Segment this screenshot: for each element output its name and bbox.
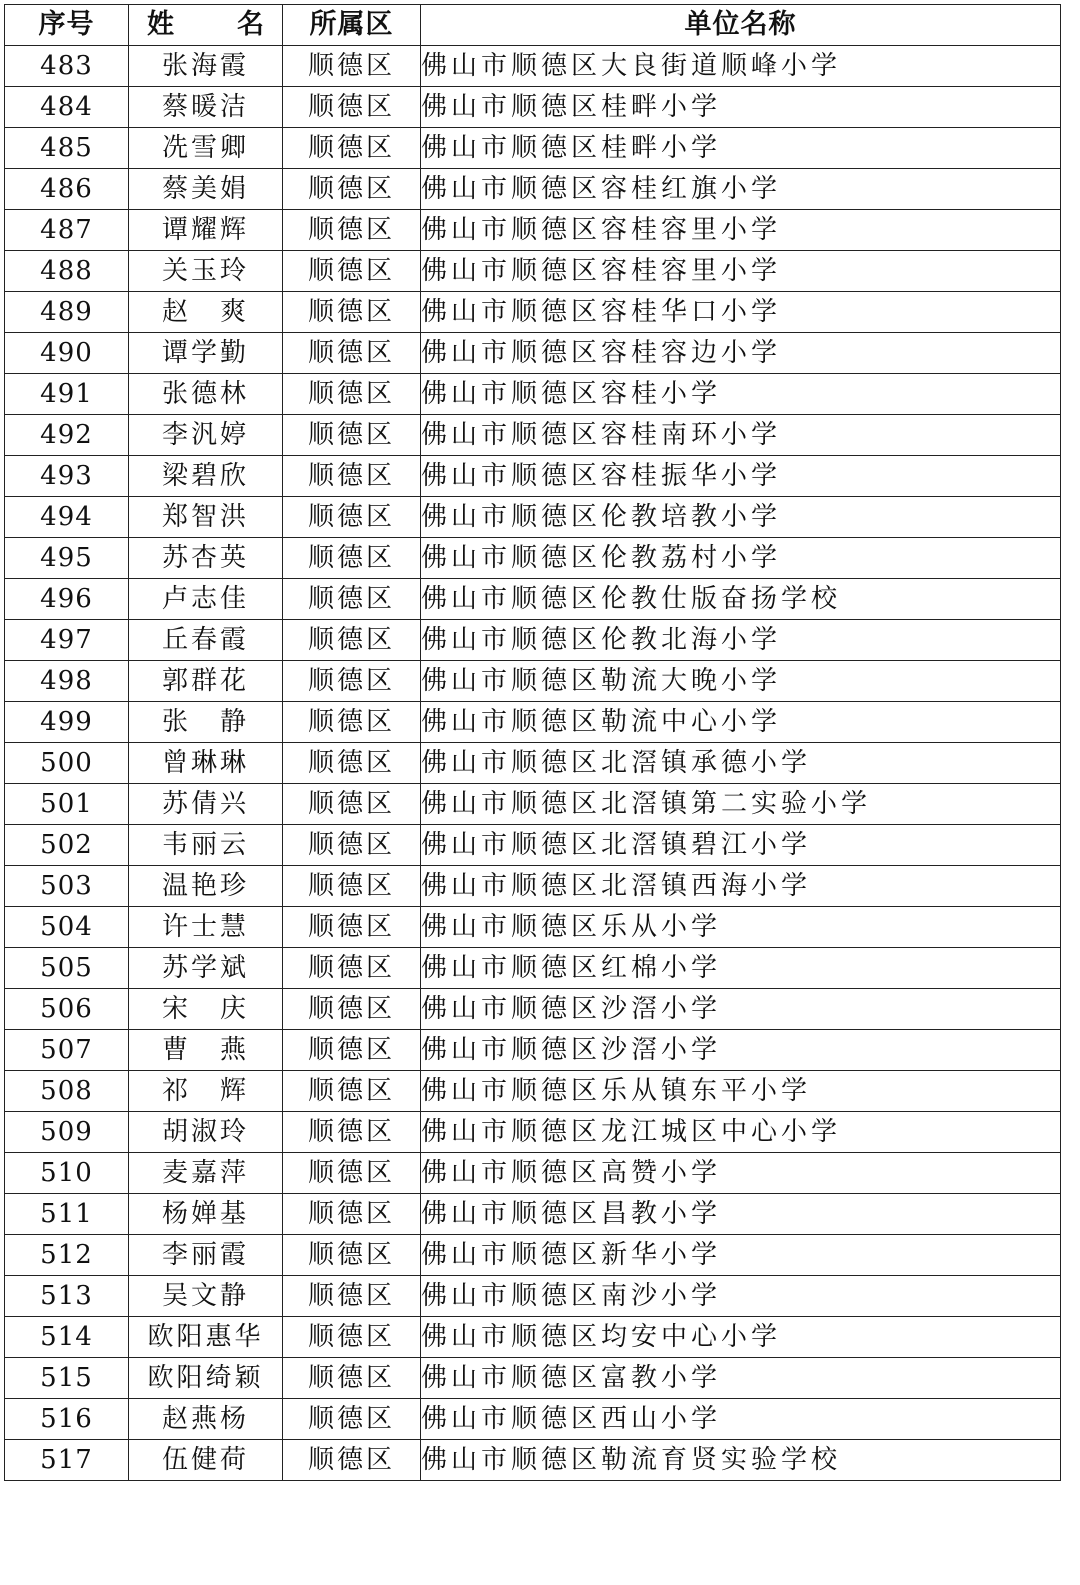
cell-district: 顺德区 (283, 1440, 421, 1481)
cell-unit: 佛山市顺德区容桂振华小学 (421, 456, 1061, 497)
table-body (5, 46, 1061, 1481)
cell-name: 蔡暖洁 (129, 87, 283, 128)
table-row (5, 456, 1061, 497)
cell-name: 伍健荷 (129, 1440, 283, 1481)
cell-seq: 503 (5, 866, 129, 907)
table-row (5, 866, 1061, 907)
cell-district: 顺德区 (283, 1071, 421, 1112)
cell-name: 李丽霞 (129, 1235, 283, 1276)
cell-unit: 佛山市顺德区伦教北海小学 (421, 620, 1061, 661)
cell-district: 顺德区 (283, 661, 421, 702)
cell-seq: 508 (5, 1071, 129, 1112)
cell-district: 顺德区 (283, 1235, 421, 1276)
table-row (5, 1317, 1061, 1358)
cell-name: 郑智洪 (129, 497, 283, 538)
cell-district: 顺德区 (283, 579, 421, 620)
cell-name: 欧阳绮颖 (129, 1358, 283, 1399)
cell-unit: 佛山市顺德区容桂容里小学 (421, 210, 1061, 251)
cell-seq: 514 (5, 1317, 129, 1358)
cell-unit: 佛山市顺德区桂畔小学 (421, 87, 1061, 128)
cell-unit: 佛山市顺德区新华小学 (421, 1235, 1061, 1276)
cell-seq: 504 (5, 907, 129, 948)
cell-unit: 佛山市顺德区北滘镇西海小学 (421, 866, 1061, 907)
cell-seq: 510 (5, 1153, 129, 1194)
cell-seq: 501 (5, 784, 129, 825)
cell-district: 顺德区 (283, 87, 421, 128)
cell-district: 顺德区 (283, 620, 421, 661)
cell-name: 宋 庆 (129, 989, 283, 1030)
cell-name: 赵燕杨 (129, 1399, 283, 1440)
cell-unit: 佛山市顺德区勒流育贤实验学校 (421, 1440, 1061, 1481)
table-header (5, 5, 1061, 46)
cell-district: 顺德区 (283, 989, 421, 1030)
cell-unit: 佛山市顺德区伦教培教小学 (421, 497, 1061, 538)
cell-name: 张 静 (129, 702, 283, 743)
table-row (5, 702, 1061, 743)
cell-district: 顺德区 (283, 1194, 421, 1235)
cell-name: 曹 燕 (129, 1030, 283, 1071)
cell-unit: 佛山市顺德区容桂容里小学 (421, 251, 1061, 292)
roster-table (4, 4, 1061, 1481)
table-row (5, 1112, 1061, 1153)
cell-unit: 佛山市顺德区乐从小学 (421, 907, 1061, 948)
cell-unit: 佛山市顺德区伦教仕版奋扬学校 (421, 579, 1061, 620)
cell-district: 顺德区 (283, 1276, 421, 1317)
cell-seq: 493 (5, 456, 129, 497)
cell-seq: 507 (5, 1030, 129, 1071)
cell-district: 顺德区 (283, 292, 421, 333)
table-row (5, 1440, 1061, 1481)
cell-seq: 488 (5, 251, 129, 292)
cell-district: 顺德区 (283, 907, 421, 948)
cell-district: 顺德区 (283, 1358, 421, 1399)
cell-seq: 517 (5, 1440, 129, 1481)
table-row (5, 1071, 1061, 1112)
cell-name: 梁碧欣 (129, 456, 283, 497)
cell-district: 顺德区 (283, 333, 421, 374)
cell-seq: 484 (5, 87, 129, 128)
cell-name: 张海霞 (129, 46, 283, 87)
cell-unit: 佛山市顺德区容桂容边小学 (421, 333, 1061, 374)
cell-name: 麦嘉萍 (129, 1153, 283, 1194)
cell-unit: 佛山市顺德区大良街道顺峰小学 (421, 46, 1061, 87)
cell-district: 顺德区 (283, 784, 421, 825)
table-row (5, 1235, 1061, 1276)
cell-name: 蔡美娟 (129, 169, 283, 210)
table-row (5, 1194, 1061, 1235)
table-row (5, 784, 1061, 825)
cell-seq: 512 (5, 1235, 129, 1276)
cell-unit: 佛山市顺德区北滘镇第二实验小学 (421, 784, 1061, 825)
cell-unit: 佛山市顺德区富教小学 (421, 1358, 1061, 1399)
cell-district: 顺德区 (283, 374, 421, 415)
cell-name: 许士慧 (129, 907, 283, 948)
cell-district: 顺德区 (283, 210, 421, 251)
cell-seq: 494 (5, 497, 129, 538)
cell-name: 张德林 (129, 374, 283, 415)
table-row (5, 292, 1061, 333)
cell-unit: 佛山市顺德区容桂华口小学 (421, 292, 1061, 333)
cell-name: 韦丽云 (129, 825, 283, 866)
table-row (5, 497, 1061, 538)
table-row (5, 1358, 1061, 1399)
cell-name: 苏倩兴 (129, 784, 283, 825)
cell-seq: 486 (5, 169, 129, 210)
cell-seq: 489 (5, 292, 129, 333)
cell-seq: 491 (5, 374, 129, 415)
cell-district: 顺德区 (283, 456, 421, 497)
cell-unit: 佛山市顺德区龙江城区中心小学 (421, 1112, 1061, 1153)
cell-name: 丘春霞 (129, 620, 283, 661)
cell-name: 卢志佳 (129, 579, 283, 620)
cell-district: 顺德区 (283, 1030, 421, 1071)
cell-name: 郭群花 (129, 661, 283, 702)
cell-name: 曾琳琳 (129, 743, 283, 784)
cell-seq: 490 (5, 333, 129, 374)
table-row (5, 620, 1061, 661)
cell-seq: 499 (5, 702, 129, 743)
table-row (5, 415, 1061, 456)
cell-unit: 佛山市顺德区高赞小学 (421, 1153, 1061, 1194)
cell-district: 顺德区 (283, 1153, 421, 1194)
cell-name: 关玉玲 (129, 251, 283, 292)
cell-name: 吴文静 (129, 1276, 283, 1317)
cell-district: 顺德区 (283, 251, 421, 292)
header-row (5, 5, 1061, 46)
cell-district: 顺德区 (283, 948, 421, 989)
cell-district: 顺德区 (283, 497, 421, 538)
cell-seq: 495 (5, 538, 129, 579)
cell-seq: 487 (5, 210, 129, 251)
table-row (5, 374, 1061, 415)
table-row (5, 1399, 1061, 1440)
cell-unit: 佛山市顺德区北滘镇承德小学 (421, 743, 1061, 784)
cell-name: 欧阳惠华 (129, 1317, 283, 1358)
cell-name: 李汎婷 (129, 415, 283, 456)
cell-seq: 505 (5, 948, 129, 989)
cell-unit: 佛山市顺德区南沙小学 (421, 1276, 1061, 1317)
cell-unit: 佛山市顺德区红棉小学 (421, 948, 1061, 989)
header-district: 所属区 (283, 5, 421, 46)
cell-seq: 502 (5, 825, 129, 866)
cell-seq: 516 (5, 1399, 129, 1440)
cell-unit: 佛山市顺德区勒流中心小学 (421, 702, 1061, 743)
cell-district: 顺德区 (283, 538, 421, 579)
table-row (5, 128, 1061, 169)
cell-seq: 498 (5, 661, 129, 702)
cell-unit: 佛山市顺德区容桂小学 (421, 374, 1061, 415)
cell-unit: 佛山市顺德区沙滘小学 (421, 1030, 1061, 1071)
table-row (5, 1276, 1061, 1317)
cell-district: 顺德区 (283, 743, 421, 784)
cell-district: 顺德区 (283, 46, 421, 87)
table-row (5, 661, 1061, 702)
table-row (5, 333, 1061, 374)
cell-seq: 515 (5, 1358, 129, 1399)
cell-seq: 485 (5, 128, 129, 169)
table-row (5, 538, 1061, 579)
table-row (5, 87, 1061, 128)
cell-name: 苏学斌 (129, 948, 283, 989)
cell-district: 顺德区 (283, 702, 421, 743)
cell-district: 顺德区 (283, 825, 421, 866)
header-unit: 单位名称 (421, 5, 1061, 46)
cell-unit: 佛山市顺德区北滘镇碧江小学 (421, 825, 1061, 866)
cell-name: 谭耀辉 (129, 210, 283, 251)
table-row (5, 1030, 1061, 1071)
cell-name: 苏杏英 (129, 538, 283, 579)
cell-unit: 佛山市顺德区西山小学 (421, 1399, 1061, 1440)
cell-seq: 483 (5, 46, 129, 87)
cell-unit: 佛山市顺德区桂畔小学 (421, 128, 1061, 169)
cell-seq: 500 (5, 743, 129, 784)
cell-name: 杨婵基 (129, 1194, 283, 1235)
cell-district: 顺德区 (283, 128, 421, 169)
cell-seq: 496 (5, 579, 129, 620)
cell-district: 顺德区 (283, 1399, 421, 1440)
cell-district: 顺德区 (283, 1112, 421, 1153)
cell-seq: 497 (5, 620, 129, 661)
cell-district: 顺德区 (283, 169, 421, 210)
cell-unit: 佛山市顺德区伦教荔村小学 (421, 538, 1061, 579)
cell-seq: 492 (5, 415, 129, 456)
table-row (5, 579, 1061, 620)
cell-name: 冼雪卿 (129, 128, 283, 169)
cell-unit: 佛山市顺德区容桂南环小学 (421, 415, 1061, 456)
header-seq: 序号 (5, 5, 129, 46)
cell-name: 温艳珍 (129, 866, 283, 907)
table-row (5, 743, 1061, 784)
table-row (5, 948, 1061, 989)
table-row (5, 989, 1061, 1030)
cell-unit: 佛山市顺德区勒流大晚小学 (421, 661, 1061, 702)
table-row (5, 46, 1061, 87)
cell-district: 顺德区 (283, 415, 421, 456)
cell-district: 顺德区 (283, 1317, 421, 1358)
cell-seq: 511 (5, 1194, 129, 1235)
header-name: 姓 名 (129, 5, 283, 46)
cell-name: 谭学勤 (129, 333, 283, 374)
cell-unit: 佛山市顺德区均安中心小学 (421, 1317, 1061, 1358)
table-row (5, 251, 1061, 292)
cell-unit: 佛山市顺德区容桂红旗小学 (421, 169, 1061, 210)
table-row (5, 210, 1061, 251)
table-row (5, 1153, 1061, 1194)
cell-unit: 佛山市顺德区沙滘小学 (421, 989, 1061, 1030)
cell-seq: 513 (5, 1276, 129, 1317)
cell-unit: 佛山市顺德区昌教小学 (421, 1194, 1061, 1235)
cell-unit: 佛山市顺德区乐从镇东平小学 (421, 1071, 1061, 1112)
table-row (5, 825, 1061, 866)
cell-name: 赵 爽 (129, 292, 283, 333)
cell-seq: 506 (5, 989, 129, 1030)
cell-name: 胡淑玲 (129, 1112, 283, 1153)
table-row (5, 169, 1061, 210)
cell-seq: 509 (5, 1112, 129, 1153)
table-row (5, 907, 1061, 948)
cell-name: 祁 辉 (129, 1071, 283, 1112)
cell-district: 顺德区 (283, 866, 421, 907)
